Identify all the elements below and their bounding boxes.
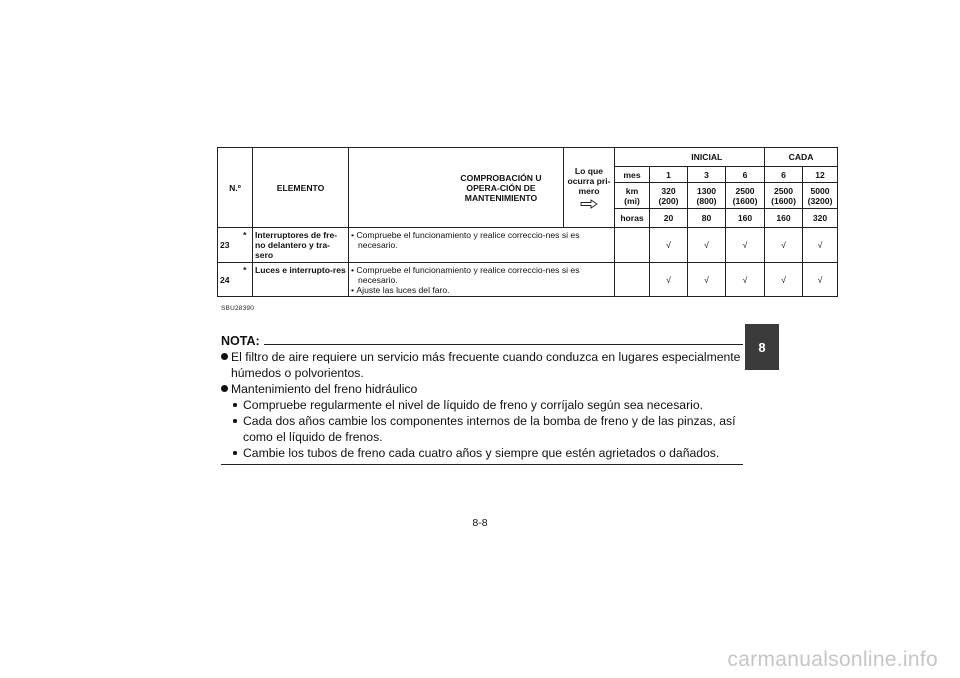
interval-month: 12	[803, 167, 838, 183]
note-header	[221, 333, 743, 349]
header-num: N.º	[218, 148, 253, 228]
note-subitem	[221, 445, 743, 461]
maintenance-table	[217, 147, 838, 297]
header-every: CADA	[765, 148, 838, 167]
action-item: • Compruebe el funcionamiento y realice correccio-nes si es necesario.	[351, 230, 580, 250]
bullet-icon	[221, 385, 228, 392]
interval-hours: 160	[726, 209, 765, 228]
bullet-icon	[233, 403, 237, 407]
interval-hours: 20	[650, 209, 688, 228]
note-subitem	[221, 413, 743, 445]
header-first	[564, 148, 615, 228]
interval-km: 320 (200)	[650, 183, 688, 209]
check-mark: √	[650, 263, 688, 297]
note-item	[221, 349, 743, 381]
chapter-tab: 8	[745, 324, 779, 370]
page-number: 8-8	[472, 517, 488, 529]
check-mark: √	[688, 228, 726, 263]
header-check	[349, 148, 564, 228]
row-blank	[615, 263, 650, 297]
header-blank	[615, 148, 650, 167]
header-first-label: Lo que ocurra pri-mero	[567, 166, 611, 196]
check-mark: √	[803, 263, 838, 297]
row-actions	[349, 263, 615, 297]
interval-month: 1	[650, 167, 688, 183]
check-mark: √	[650, 228, 688, 263]
row-actions	[349, 228, 615, 263]
bullet-icon	[233, 451, 237, 455]
note-item	[221, 381, 743, 397]
interval-month: 6	[726, 167, 765, 183]
note-rule	[264, 344, 743, 345]
row-mark: *	[238, 263, 253, 297]
interval-hours: 80	[688, 209, 726, 228]
arrow-right-icon	[580, 199, 598, 209]
unit-hours: horas	[615, 209, 650, 228]
header-check-label: COMPROBACIÓN U OPERA-CIÓN DE MANTENIMIENTO	[460, 172, 542, 203]
table-row	[218, 263, 838, 297]
action-item: • Compruebe el funcionamiento y realice correccio-nes si es necesario.	[351, 265, 580, 285]
table-row	[218, 228, 838, 263]
row-element: Interruptores de fre-no delantero y tra-sero	[253, 228, 349, 263]
interval-month: 3	[688, 167, 726, 183]
check-mark: √	[688, 263, 726, 297]
bullet-icon	[233, 419, 237, 423]
row-blank	[615, 228, 650, 263]
header-element: ELEMENTO	[253, 148, 349, 228]
check-mark: √	[726, 228, 765, 263]
note-subitem-text: Cambie los tubos de freno cada cuatro años y siempre que estén agrietados o dañados.	[243, 446, 720, 460]
reference-code: SBU28390	[221, 305, 255, 312]
interval-km: 1300 (800)	[688, 183, 726, 209]
note-section	[221, 333, 743, 465]
note-item-text: Mantenimiento del freno hidráulico	[231, 382, 418, 396]
interval-hours: 320	[803, 209, 838, 228]
bullet-icon	[221, 353, 228, 360]
unit-month: mes	[615, 167, 650, 183]
interval-km: 5000 (3200)	[803, 183, 838, 209]
note-subitem-text: Cada dos años cambie los componentes internos de la bomba de freno y de las pinzas, así como el líquido de frenos.	[243, 414, 736, 444]
check-mark: √	[765, 228, 803, 263]
row-number: 24	[218, 263, 238, 297]
check-mark: √	[726, 263, 765, 297]
row-mark: *	[238, 228, 253, 263]
check-mark: √	[765, 263, 803, 297]
check-mark: √	[803, 228, 838, 263]
note-end-rule	[221, 464, 743, 465]
action-item: • Ajuste las luces del faro.	[351, 285, 450, 295]
interval-km: 2500 (1600)	[765, 183, 803, 209]
header-initial: INICIAL	[650, 148, 765, 167]
watermark: carmanualsonline.info	[727, 648, 938, 671]
unit-km: km (mi)	[615, 183, 650, 209]
note-subitem	[221, 397, 743, 413]
interval-hours: 160	[765, 209, 803, 228]
row-number: 23	[218, 228, 238, 263]
note-title: NOTA:	[221, 334, 260, 348]
note-subitem-text: Compruebe regularmente el nivel de líquido de freno y corríjalo según sea necesario.	[243, 398, 704, 412]
row-element: Luces e interrupto-res	[253, 263, 349, 297]
note-item-text: El filtro de aire requiere un servicio más frecuente cuando conduzca en lugares especialmente húmedos o polvorientos.	[231, 350, 741, 380]
interval-month: 6	[765, 167, 803, 183]
interval-km: 2500 (1600)	[726, 183, 765, 209]
